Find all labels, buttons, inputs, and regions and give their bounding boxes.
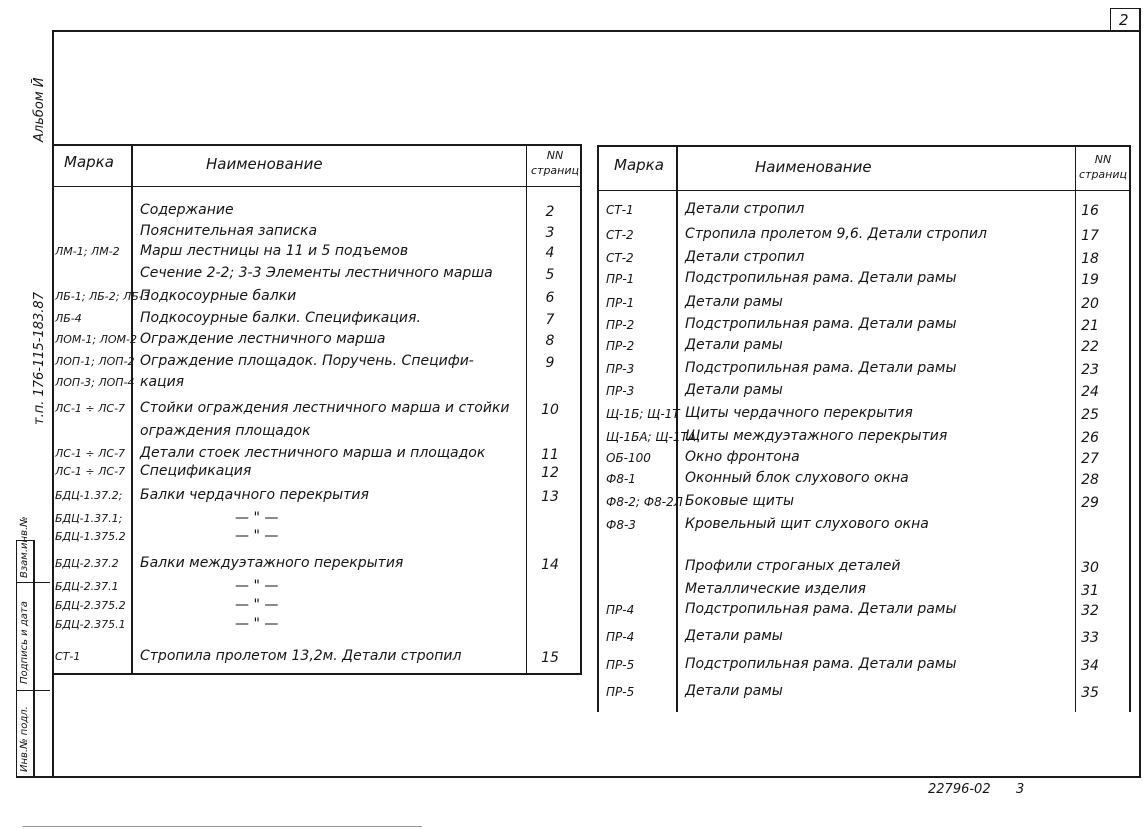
right-row-mark: Ф8-1 <box>606 472 636 486</box>
right-row-name: Подстропильная рама. Детали рамы <box>685 656 957 672</box>
right-row-name: Детали рамы <box>685 294 783 310</box>
left-row-name: — " — <box>235 510 279 526</box>
left-row-mark: БДЦ-2.37.1 <box>55 580 119 593</box>
right-row-mark: ПР-2 <box>606 339 635 353</box>
right-row-mark: Ф8-3 <box>606 518 636 532</box>
right-table-col1 <box>676 145 678 712</box>
right-row-page: 31 <box>1081 583 1099 599</box>
left-row-mark: ЛОП-1; ЛОП-2 <box>55 355 135 368</box>
stamp-divider <box>33 540 34 776</box>
left-row-mark: БДЦ-1.375.2 <box>55 530 126 543</box>
left-row-mark: ЛМ-1; ЛМ-2 <box>55 245 120 258</box>
sheet-box-top <box>1110 8 1140 9</box>
left-row-name: Ограждение лестничного марша <box>140 331 386 347</box>
right-row-name: Детали рамы <box>685 337 783 353</box>
sheet-box-left <box>1110 8 1111 32</box>
right-row-page: 27 <box>1081 451 1099 467</box>
left-row-mark: ЛОП-3; ЛОП-4 <box>55 376 135 389</box>
left-row-mark: ЛБ-4 <box>55 312 82 325</box>
series-label: т.п. 176-115-183.87 <box>32 292 47 425</box>
right-row-mark: Ф8-2; Ф8-2Л <box>606 495 683 509</box>
left-row-page: 14 <box>541 557 559 573</box>
left-table-col1 <box>131 144 133 675</box>
right-row-page: 23 <box>1081 362 1099 378</box>
right-row-name: Детали стропил <box>685 201 805 217</box>
right-header-mark: Марка <box>614 156 664 174</box>
left-row-name: — " — <box>235 597 279 613</box>
right-row-name: Щиты междуэтажного перекрытия <box>685 428 948 444</box>
stamp-label-inv: Инв.№ подл. <box>19 706 30 772</box>
left-row-mark: БДЦ-2.37.2 <box>55 557 119 570</box>
left-row-page: 15 <box>541 650 559 666</box>
left-row-mark: ЛБ-1; ЛБ-2; ЛБ-3 <box>55 290 150 303</box>
frame-bottom <box>16 776 1141 778</box>
right-row-name: Подстропильная рама. Детали рамы <box>685 316 957 332</box>
right-header-name: Наименование <box>755 158 872 176</box>
left-row-name: Содержание <box>140 202 234 218</box>
left-row-name: — " — <box>235 616 279 632</box>
bottom-edge-scan <box>22 826 422 827</box>
left-row-name: Подкосоурные балки <box>140 288 297 304</box>
right-row-name: Подстропильная рама. Детали рамы <box>685 270 957 286</box>
right-row-mark: ПР-3 <box>606 384 635 398</box>
right-row-name: Детали рамы <box>685 683 783 699</box>
right-row-name: Кровельный щит слухового окна <box>685 516 929 532</box>
left-row-mark: БДЦ-2.375.2 <box>55 599 126 612</box>
right-table-left <box>597 145 599 712</box>
right-row-page: 18 <box>1081 251 1099 267</box>
stamp-sep-2 <box>16 690 50 691</box>
right-row-name: Металлические изделия <box>685 581 866 597</box>
right-header-pages: NN страниц <box>1078 153 1127 181</box>
right-row-mark: СТ-2 <box>606 251 634 265</box>
right-row-page: 35 <box>1081 685 1099 701</box>
left-row-page: 7 <box>545 312 555 328</box>
right-row-name: Щиты чердачного перекрытия <box>685 405 913 421</box>
left-row-page: 2 <box>545 204 555 220</box>
right-row-page: 19 <box>1081 272 1099 288</box>
frame-right <box>1139 8 1141 778</box>
right-row-mark: ПР-1 <box>606 296 635 310</box>
footer-code: 22796-02 <box>928 782 991 797</box>
left-row-name: Подкосоурные балки. Спецификация. <box>140 310 421 326</box>
right-row-page: 29 <box>1081 495 1099 511</box>
right-row-mark: ПР-3 <box>606 362 635 376</box>
left-header-pages: NN страниц <box>530 149 579 177</box>
right-row-page: 22 <box>1081 339 1099 355</box>
left-row-name: — " — <box>235 528 279 544</box>
right-row-page: 24 <box>1081 384 1099 400</box>
left-row-name: Сечение 2-2; 3-3 Элементы лестничного марша <box>140 265 493 281</box>
right-row-page: 32 <box>1081 603 1099 619</box>
left-row-mark: ЛС-1 ÷ ЛС-7 <box>55 465 126 478</box>
left-row-name: ограждения площадок <box>140 423 311 439</box>
right-row-mark: ОБ-100 <box>606 451 651 465</box>
frame-left <box>52 30 54 778</box>
right-row-mark: ПР-5 <box>606 658 635 672</box>
left-row-mark: БДЦ-1.37.1; <box>55 512 123 525</box>
left-row-page: 11 <box>541 447 559 463</box>
left-row-name: Балки междуэтажного перекрытия <box>140 555 404 571</box>
left-row-name: — " — <box>235 578 279 594</box>
left-row-name: Марш лестницы на 11 и 5 подъемов <box>140 243 409 259</box>
right-row-name: Окно фронтона <box>685 449 800 465</box>
left-row-page: 8 <box>545 333 555 349</box>
left-header-name: Наименование <box>206 155 323 173</box>
left-row-mark: ЛС-1 ÷ ЛС-7 <box>55 402 126 415</box>
right-row-name: Профили строганых деталей <box>685 558 901 574</box>
right-row-page: 34 <box>1081 658 1099 674</box>
left-row-name: Ограждение площадок. Поручень. Специфи- <box>140 353 474 369</box>
right-row-mark: ПР-2 <box>606 318 635 332</box>
frame-top <box>52 30 1141 32</box>
right-row-mark: ПР-1 <box>606 272 635 286</box>
right-row-page: 33 <box>1081 630 1099 646</box>
right-row-mark: Щ-1БА; Щ-1ТА <box>606 430 697 444</box>
right-row-name: Подстропильная рама. Детали рамы <box>685 360 957 376</box>
right-row-page: 28 <box>1081 472 1099 488</box>
right-row-page: 25 <box>1081 407 1099 423</box>
left-row-page: 9 <box>545 355 555 371</box>
left-row-name: Стойки ограждения лестничного марша и стойки <box>140 400 510 416</box>
left-row-page: 3 <box>545 225 555 241</box>
right-row-name: Детали рамы <box>685 628 783 644</box>
right-row-page: 16 <box>1081 203 1099 219</box>
right-row-mark: ПР-4 <box>606 603 635 617</box>
footer-page: 3 <box>1016 782 1025 797</box>
right-row-mark: Щ-1Б; Щ-1Т <box>606 407 680 421</box>
left-row-mark: ЛОМ-1; ЛОМ-2 <box>55 333 137 346</box>
left-row-name: Стропила пролетом 13,2м. Детали стропил <box>140 648 462 664</box>
left-row-name: Балки чердачного перекрытия <box>140 487 369 503</box>
left-row-page: 4 <box>545 245 555 261</box>
stamp-sep-1 <box>16 582 50 583</box>
right-row-name: Боковые щиты <box>685 493 795 509</box>
left-row-page: 10 <box>541 402 559 418</box>
left-row-page: 12 <box>541 465 559 481</box>
left-row-name: кация <box>140 374 185 390</box>
left-row-page: 13 <box>541 489 559 505</box>
album-label: Альбом Ӣ <box>32 77 47 142</box>
right-row-name: Детали стропил <box>685 249 805 265</box>
right-table-right <box>1129 145 1131 712</box>
right-row-page: 21 <box>1081 318 1099 334</box>
stamp-label-sign: Подпись и дата <box>19 601 30 684</box>
right-row-mark: ПР-5 <box>606 685 635 699</box>
right-row-name: Стропила пролетом 9,6. Детали стропил <box>685 226 987 242</box>
right-row-page: 30 <box>1081 560 1099 576</box>
sheet-number: 2 <box>1119 11 1129 29</box>
left-row-mark: БДЦ-2.375.1 <box>55 618 126 631</box>
right-row-name: Подстропильная рама. Детали рамы <box>685 601 957 617</box>
right-row-mark: ПР-4 <box>606 630 635 644</box>
left-table-right <box>580 144 582 675</box>
right-row-name: Детали рамы <box>685 382 783 398</box>
right-row-page: 17 <box>1081 228 1099 244</box>
left-row-mark: СТ-1 <box>55 650 81 663</box>
right-row-mark: СТ-2 <box>606 228 634 242</box>
right-row-page: 20 <box>1081 296 1099 312</box>
left-header-mark: Марка <box>64 153 114 171</box>
right-row-name: Оконный блок слухового окна <box>685 470 909 486</box>
left-row-mark: ЛС-1 ÷ ЛС-7 <box>55 447 126 460</box>
left-row-name: Детали стоек лестничного марша и площадок <box>140 445 486 461</box>
right-row-mark: СТ-1 <box>606 203 634 217</box>
left-row-mark: БДЦ-1.37.2; <box>55 489 123 502</box>
left-row-page: 6 <box>545 290 555 306</box>
stamp-label-replace: Взам.инв.№ <box>19 516 30 578</box>
left-row-page: 5 <box>545 267 555 283</box>
left-row-name: Спецификация <box>140 463 252 479</box>
left-row-name: Пояснительная записка <box>140 223 318 239</box>
right-row-page: 26 <box>1081 430 1099 446</box>
left-table-col2 <box>526 144 527 675</box>
